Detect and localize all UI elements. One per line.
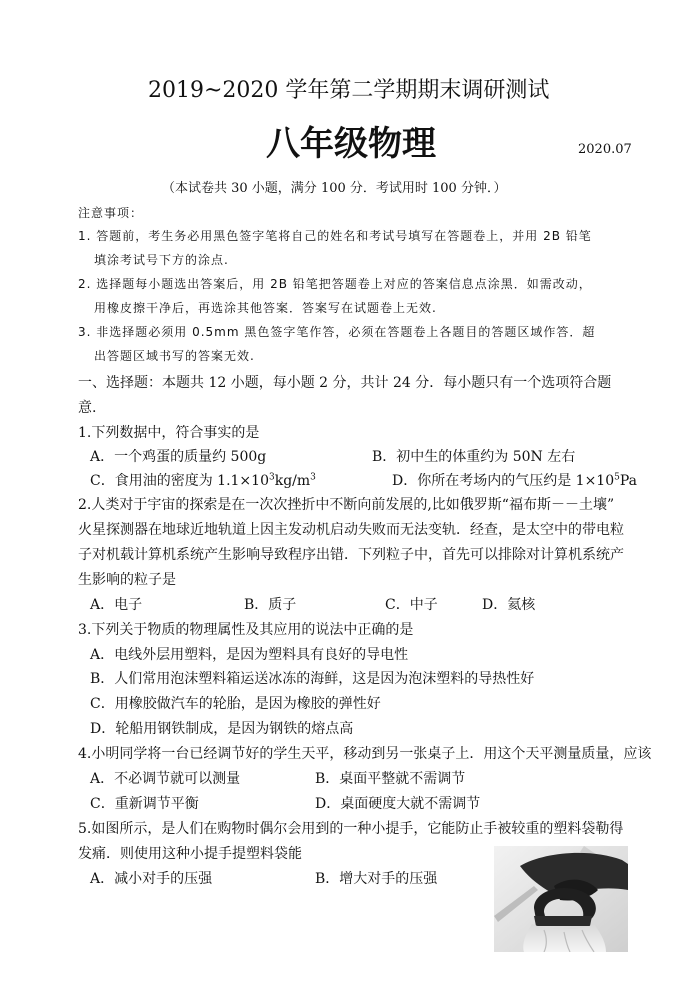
q2-line-1: 2.人类对于宇宙的探索是在一次次挫折中不断向前发展的,比如俄罗斯“福布斯－－土壤”	[78, 497, 615, 513]
bag-handle-illustration	[494, 846, 628, 952]
note-2-line-2: 用橡皮擦干净后，再选涂其他答案．答案写在试题卷上无效.	[94, 301, 437, 315]
q4-option-d: D．桌面硬度大就不需调节	[315, 796, 481, 812]
q1-option-a: A．一个鸡蛋的质量约 500g	[90, 449, 267, 465]
q3-stem: 3.下列关于物质的物理属性及其应用的说法中正确的是	[78, 622, 414, 638]
q3-option-d: D．轮船用钢铁制成，是因为钢铁的熔点高	[90, 721, 354, 737]
q1-option-c-text: C．食用油的密度为 1.1×10	[90, 473, 269, 489]
q1-option-b: B．初中生的体重约为 50N 左右	[372, 449, 576, 465]
q3-option-c: C．用橡胶做汽车的轮胎，是因为橡胶的弹性好	[90, 696, 381, 712]
q1-option-c-exp: 3	[268, 472, 275, 483]
exam-info: （本试卷共 30 小题，满分 100 分．考试用时 100 分钟．）	[162, 181, 507, 196]
q3-option-b: B．人们常用泡沫塑料箱运送冰冻的海鲜，这是因为泡沫塑料的导热性好	[90, 671, 535, 687]
q3-option-a: A．电线外层用塑料，是因为塑料具有良好的导电性	[90, 647, 409, 663]
q2-option-d: D．氦核	[482, 597, 536, 613]
q5-line-1: 5.如图所示，是人们在购物时偶尔会用到的一种小提手，它能防止手被较重的塑料袋勒得	[78, 821, 624, 837]
note-1-line-2: 填涂考试号下方的涂点.	[94, 253, 229, 267]
q5-line-2: 发痛．则使用这种小提手提塑料袋能	[78, 846, 302, 862]
q1-option-d-unit: Pa	[619, 473, 638, 489]
exam-title: 2019~2020 学年第二学期期末调研测试	[148, 78, 550, 103]
q1-option-c-unit-exp: 3	[310, 472, 316, 483]
q2-line-2: 火星探测器在地球近地轨道上因主发动机启动失败而无法变轨．经查，是太空中的带电粒	[78, 522, 624, 538]
q2-option-c: C．中子	[385, 597, 438, 613]
exam-date: 2020.07	[578, 142, 632, 157]
q4-option-a: A．不必调节就可以测量	[90, 771, 241, 787]
section-1-heading-cont: 意.	[78, 400, 97, 416]
q2-line-3: 子对机载计算机系统产生影响导致程序出错．下列粒子中，首先可以排除对计算机系统产	[78, 547, 624, 563]
q1-option-d-exp: 5	[614, 472, 620, 483]
q2-line-4: 生影响的粒子是	[78, 572, 176, 588]
q5-option-a: A．减小对手的压强	[90, 871, 213, 887]
q4-stem: 4.小明同学将一台已经调节好的学生天平，移动到另一张桌子上．用这个天平测量质量，应该	[78, 746, 652, 762]
notes-heading: 注意事项：	[78, 206, 144, 220]
section-1-heading: 一、选择题：本题共 12 小题，每小题 2 分，共计 24 分．每小题只有一个选项符合题	[78, 375, 612, 391]
q1-option-d-text: D．你所在考场内的气压约是 1×10	[392, 473, 615, 489]
bag-handle-photo	[494, 846, 628, 952]
note-3-line-1: 3. 非选择题必须用 0.5mm 黑色签字笔作答，必须在答题卷上各题目的答题区域作答．超	[78, 325, 596, 339]
q1-option-c	[90, 472, 316, 490]
note-2-line-1: 2. 选择题每小题选出答案后，用 2B 铅笔把答题卷上对应的答案信息点涂黑．如需改动，	[78, 277, 592, 291]
q4-option-b: B．桌面平整就不需调节	[315, 771, 466, 787]
q2-option-a: A．电子	[90, 597, 143, 613]
q1-stem: 1.下列数据中，符合事实的是	[78, 425, 260, 441]
q5-option-b: B．增大对手的压强	[315, 871, 438, 887]
subject-title: 八年级物理	[266, 124, 436, 164]
q1-option-c-unit: kg/m	[274, 473, 311, 489]
q2-option-b: B．质子	[244, 597, 297, 613]
q4-option-c: C．重新调节平衡	[90, 796, 199, 812]
q1-option-d	[392, 472, 637, 490]
note-3-line-2: 出答题区域书写的答案无效.	[94, 349, 255, 363]
note-1-line-1: 1. 答题前，考生务必用黑色签字笔将自己的姓名和考试号填写在答题卷上，并用 2B 铅笔	[78, 229, 592, 243]
